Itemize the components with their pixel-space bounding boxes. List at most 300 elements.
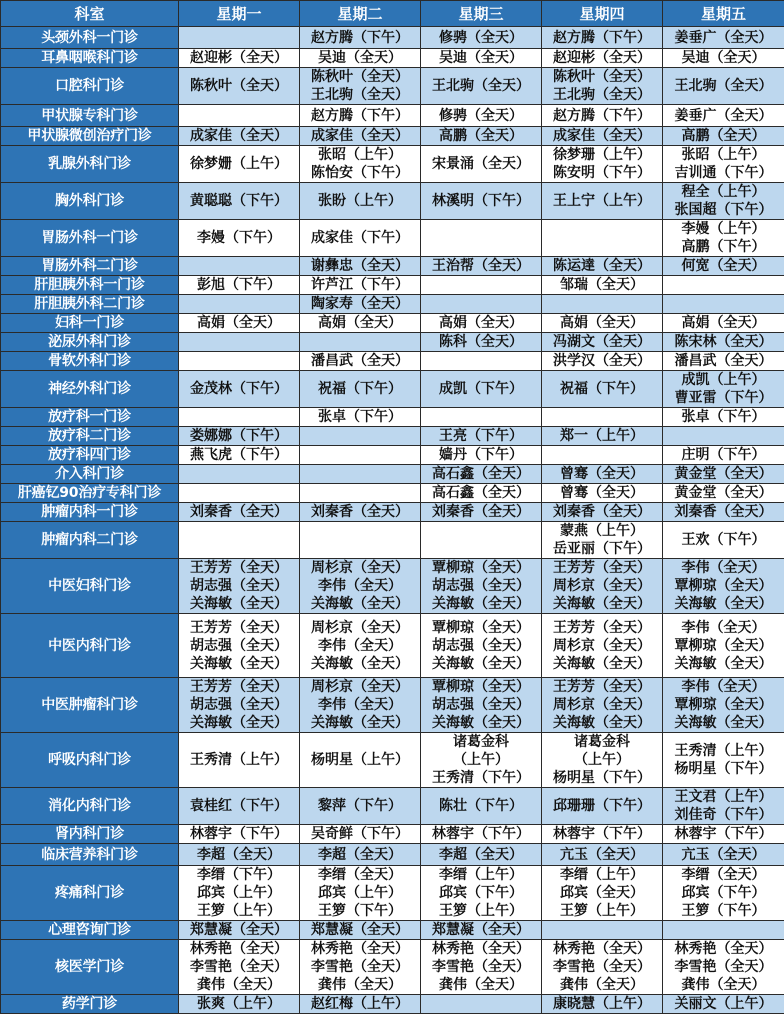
schedule-cell [421,276,542,295]
doctor-entry: 王箩（下午） [663,902,784,920]
doctor-entry: 陈科（全天） [421,333,541,351]
schedule-cell [179,825,300,844]
doctor-entry: 陈秋叶（全天） [542,68,662,86]
table-row [1,183,784,220]
schedule-cell [663,921,784,940]
doctor-entry: 许芦江（下午） [300,276,420,294]
schedule-cell [663,183,784,220]
doctor-entry: 林秀艳（全天） [542,940,662,958]
doctor-entry: 关海敏（全天） [300,595,420,613]
table-row [1,825,784,844]
doctor-entry: 谢彝忠（全天） [300,257,420,275]
doctor-entry: 程全（上午） [663,183,784,201]
doctor-entry: 潘昌武（全天） [300,352,420,370]
schedule-cell [300,276,421,295]
doctor-entry: 郑慧凝（全天） [179,921,299,939]
schedule-cell [300,844,421,866]
schedule-cell [663,940,784,995]
header-tuesday: 星期二 [300,1,421,27]
doctor-entry: 曾骞（全天） [542,465,662,483]
schedule-cell [421,484,542,503]
schedule-cell [663,522,784,559]
schedule-cell [179,503,300,522]
schedule-cell [542,503,663,522]
doctor-entry: 刘秦香（全天） [421,503,541,521]
schedule-cell [179,844,300,866]
table-row [1,276,784,295]
schedule-cell [663,866,784,921]
header-friday: 星期五 [663,1,784,27]
department-name: 头颈外科一门诊 [1,27,179,49]
schedule-cell [542,27,663,49]
doctor-entry: 覃柳琼（全天） [663,637,784,655]
department-name: 甲状腺微创治疗门诊 [1,127,179,146]
doctor-entry: 关海敏（全天） [542,655,662,673]
doctor-entry: 覃柳琼（全天） [663,577,784,595]
doctor-entry: 黄金堂（全天） [663,465,784,483]
doctor-entry: 邱珊珊（下午） [542,797,662,815]
doctor-entry: 曹亚雷（下午） [663,389,784,407]
schedule-cell [542,484,663,503]
schedule-cell [300,614,421,678]
department-name: 乳腺外科门诊 [1,146,179,183]
doctor-entry: 龚伟（全天） [542,976,662,994]
schedule-cell [421,614,542,678]
doctor-entry: 陈秋叶（全天） [179,77,299,95]
schedule-cell [542,995,663,1014]
schedule-cell [542,408,663,427]
schedule-cell [421,844,542,866]
schedule-cell [421,371,542,408]
doctor-entry: 冯湖文（全天） [542,333,662,351]
schedule-cell [421,825,542,844]
schedule-body [1,27,784,1014]
doctor-entry: 娄娜娜（下午） [179,427,299,445]
doctor-entry: 嫱丹（下午） [421,446,541,464]
schedule-cell [421,921,542,940]
schedule-cell [300,105,421,127]
department-name: 骨软外科门诊 [1,352,179,371]
schedule-cell [663,352,784,371]
doctor-entry: 赵方腾（下午） [542,107,662,125]
schedule-cell [542,146,663,183]
schedule-cell [663,503,784,522]
department-name: 肝胆胰外科二门诊 [1,295,179,314]
doctor-entry: 关海敏（全天） [179,714,299,732]
schedule-cell [179,49,300,68]
table-row [1,257,784,276]
doctor-entry: 覃柳琼（全天） [421,619,541,637]
department-name: 核医学门诊 [1,940,179,995]
doctor-entry: 王箩（下午） [300,902,420,920]
doctor-entry: 邱宾（全天） [542,884,662,902]
schedule-cell [179,295,300,314]
schedule-cell [179,371,300,408]
schedule-cell [542,522,663,559]
doctor-entry: 杨明星（下午） [663,760,784,778]
doctor-entry: 陈安明（下午） [542,164,662,182]
schedule-cell [300,465,421,484]
schedule-cell [421,314,542,333]
schedule-cell [663,27,784,49]
schedule-cell [663,408,784,427]
schedule-cell [663,146,784,183]
doctor-entry: 吉训通（下午） [663,164,784,182]
schedule-cell [179,105,300,127]
schedule-cell [663,295,784,314]
schedule-cell [421,427,542,446]
schedule-cell [300,27,421,49]
doctor-entry: 王文君（上午） [663,788,784,806]
schedule-cell [421,866,542,921]
doctor-entry: 王秀清（上午） [179,751,299,769]
schedule-cell [421,559,542,614]
doctor-entry: 徐梦姗（上午） [179,155,299,173]
schedule-cell [179,921,300,940]
table-row [1,788,784,825]
doctor-entry: 诸葛金科 [542,733,662,751]
department-name: 疼痛科门诊 [1,866,179,921]
schedule-cell [179,257,300,276]
doctor-entry: 邱宾（下午） [663,884,784,902]
schedule-cell [542,866,663,921]
schedule-cell [300,484,421,503]
doctor-entry: 成家佳（下午） [300,229,420,247]
doctor-entry: 徐梦珊（上午） [542,146,662,164]
department-name: 肝癌钇90治疗专科门诊 [1,484,179,503]
table-row [1,559,784,614]
doctor-entry: 王秀清（下午） [421,769,541,787]
schedule-cell [179,146,300,183]
doctor-entry: 彭旭（下午） [179,276,299,294]
schedule-cell [542,559,663,614]
doctor-entry: 高石鑫（全天） [421,484,541,502]
doctor-entry: 张国超（下午） [663,201,784,219]
header-thursday: 星期四 [542,1,663,27]
schedule-cell [300,333,421,352]
doctor-entry: 张卓（下午） [663,408,784,426]
schedule-cell [663,257,784,276]
table-row [1,352,784,371]
schedule-cell [179,183,300,220]
schedule-cell [179,276,300,295]
department-name: 放疗科二门诊 [1,427,179,446]
schedule-cell [663,484,784,503]
schedule-cell [663,614,784,678]
doctor-entry: 曾骞（全天） [542,484,662,502]
department-name: 肝胆胰外科一门诊 [1,276,179,295]
department-name: 肿瘤内科二门诊 [1,522,179,559]
schedule-cell [300,408,421,427]
doctor-entry: 黄聪聪（下午） [179,192,299,210]
doctor-entry: 李缙（全天） [300,866,420,884]
department-name: 泌尿外科门诊 [1,333,179,352]
doctor-entry: 王芳芳（全天） [179,619,299,637]
doctor-entry: 关海敏（全天） [300,714,420,732]
doctor-entry: 周杉京（全天） [300,559,420,577]
table-row [1,295,784,314]
schedule-cell [421,352,542,371]
doctor-entry: 王芳芳（全天） [179,678,299,696]
department-name: 妇科一门诊 [1,314,179,333]
schedule-cell [663,333,784,352]
doctor-entry: 赵方腾（下午） [300,107,420,125]
schedule-cell [663,844,784,866]
doctor-entry: （上午） [421,751,541,769]
table-row [1,733,784,788]
doctor-entry: 亢玉（全天） [663,846,784,864]
doctor-entry: 王芳芳（全天） [179,559,299,577]
schedule-cell [542,127,663,146]
doctor-entry: 成家佳（全天） [542,127,662,145]
doctor-entry: 林秀艳（全天） [179,940,299,958]
doctor-entry: 李雪艳（全天） [421,958,541,976]
doctor-entry: 高鹏（全天） [421,127,541,145]
table-row [1,333,784,352]
doctor-entry: 姜垂广（全天） [663,107,784,125]
schedule-cell [179,352,300,371]
doctor-entry: 李雪艳（全天） [300,958,420,976]
schedule-cell [300,49,421,68]
table-row [1,940,784,995]
doctor-entry: 李嫚（上午） [663,220,784,238]
schedule-cell [179,733,300,788]
doctor-entry: 关海敏（全天） [663,655,784,673]
doctor-entry: 张卓（下午） [300,408,420,426]
schedule-cell [542,333,663,352]
schedule-cell [542,940,663,995]
department-name: 胃肠外科二门诊 [1,257,179,276]
doctor-entry: 王北驹（全天） [300,86,420,104]
doctor-entry: 高娟（全天） [300,314,420,332]
schedule-cell [663,220,784,257]
doctor-entry: 林蓉宇（下午） [179,825,299,843]
schedule-cell [179,333,300,352]
schedule-cell [421,220,542,257]
schedule-cell [421,27,542,49]
doctor-entry: 林秀艳（全天） [421,940,541,958]
doctor-entry: 邱宾（上午） [300,884,420,902]
schedule-cell [300,183,421,220]
doctor-entry: 关海敏（全天） [421,655,541,673]
doctor-entry: 关海敏（全天） [421,714,541,732]
schedule-cell [179,68,300,105]
schedule-cell [421,49,542,68]
doctor-entry: 潘昌武（全天） [663,352,784,370]
doctor-entry: 吴奇鲜（下午） [300,825,420,843]
table-row [1,146,784,183]
department-name: 神经外科门诊 [1,371,179,408]
doctor-entry: 林秀艳（全天） [300,940,420,958]
doctor-entry: 李伟（全天） [663,619,784,637]
schedule-cell [179,995,300,1014]
doctor-entry: 赵迎彬（全天） [542,49,662,67]
doctor-entry: 亢玉（全天） [542,846,662,864]
schedule-cell [542,352,663,371]
department-name: 临床营养科门诊 [1,844,179,866]
doctor-entry: 李缙（上午） [542,866,662,884]
doctor-entry: 龚伟（全天） [663,976,784,994]
schedule-cell [421,678,542,733]
doctor-entry: 李缙（全天） [663,866,784,884]
doctor-entry: 赵方腾（下午） [542,29,662,47]
department-name: 消化内科门诊 [1,788,179,825]
table-row [1,314,784,333]
department-name: 肿瘤内科一门诊 [1,503,179,522]
doctor-entry: 林蓉宇（下午） [421,825,541,843]
doctor-entry: 黎萍（下午） [300,797,420,815]
doctor-entry: 王北驹（全天） [663,77,784,95]
doctor-entry: 刘秦香（全天） [300,503,420,521]
schedule-cell [421,522,542,559]
schedule-cell [421,295,542,314]
schedule-cell [300,127,421,146]
doctor-entry: 胡志强（全天） [179,577,299,595]
department-name: 肾内科门诊 [1,825,179,844]
doctor-entry: 陶家寿（全天） [300,295,420,313]
doctor-entry: 杨明星（下午） [542,769,662,787]
schedule-cell [542,678,663,733]
doctor-entry: 修骋（全天） [421,29,541,47]
doctor-entry: 成家佳（全天） [179,127,299,145]
department-name: 口腔科门诊 [1,68,179,105]
table-row [1,371,784,408]
schedule-cell [421,446,542,465]
schedule-cell [542,220,663,257]
schedule-cell [663,465,784,484]
schedule-cell [300,446,421,465]
doctor-entry: 李伟（全天） [300,577,420,595]
doctor-entry: 高娟（全天） [179,314,299,332]
schedule-cell [179,446,300,465]
schedule-cell [663,68,784,105]
schedule-cell [542,49,663,68]
schedule-cell [663,825,784,844]
schedule-cell [542,257,663,276]
table-row [1,427,784,446]
schedule-cell [663,49,784,68]
doctor-entry: 高娟（全天） [542,314,662,332]
doctor-entry: 张爽（上午） [179,995,299,1013]
schedule-cell [542,921,663,940]
schedule-cell [421,68,542,105]
doctor-entry: 祝福（下午） [542,380,662,398]
doctor-entry: 成凯（上午） [663,371,784,389]
doctor-entry: 李超（全天） [421,846,541,864]
doctor-entry: 王芳芳（全天） [542,619,662,637]
department-name: 中医内科门诊 [1,614,179,678]
doctor-entry: 关丽文（上午） [663,995,784,1013]
schedule-cell [663,559,784,614]
schedule-cell [542,295,663,314]
schedule-cell [179,408,300,427]
doctor-entry: 王治帮（全天） [421,257,541,275]
doctor-entry: 陈运達（全天） [542,257,662,275]
department-name: 中医妇科门诊 [1,559,179,614]
doctor-entry: 周杉京（全天） [300,678,420,696]
doctor-entry: 杨明星（上午） [300,751,420,769]
schedule-cell [179,220,300,257]
doctor-entry: 关海敏（全天） [300,655,420,673]
schedule-cell [179,465,300,484]
schedule-cell [179,522,300,559]
schedule-cell [179,559,300,614]
doctor-entry: 宋景涌（全天） [421,155,541,173]
doctor-entry: 成家佳（全天） [300,127,420,145]
schedule-cell [663,105,784,127]
schedule-cell [300,146,421,183]
schedule-cell [179,788,300,825]
doctor-entry: 林秀艳（全天） [663,940,784,958]
schedule-cell [663,788,784,825]
doctor-entry: 李雪艳（全天） [663,958,784,976]
doctor-entry: 赵迎彬（全天） [179,49,299,67]
schedule-cell [300,995,421,1014]
doctor-entry: 周杉京（全天） [542,696,662,714]
table-row [1,408,784,427]
doctor-entry: 关海敏（全天） [179,595,299,613]
schedule-cell [179,127,300,146]
schedule-cell [300,68,421,105]
department-name: 放疗科四门诊 [1,446,179,465]
table-row [1,503,784,522]
schedule-cell [542,446,663,465]
table-row [1,614,784,678]
doctor-entry: 李缙（下午） [179,866,299,884]
schedule-cell [421,408,542,427]
schedule-cell [421,465,542,484]
header-wednesday: 星期三 [421,1,542,27]
schedule-cell [300,559,421,614]
doctor-entry: 蒙燕（上午） [542,522,662,540]
doctor-entry: 周杉京（全天） [542,637,662,655]
schedule-cell [542,844,663,866]
doctor-entry: 李雪艳（全天） [542,958,662,976]
schedule-cell [300,825,421,844]
doctor-entry: 赵红梅（上午） [300,995,420,1013]
doctor-entry: 郑慧凝（全天） [421,921,541,939]
department-name: 甲状腺专科门诊 [1,105,179,127]
schedule-cell [421,503,542,522]
department-name: 胃肠外科一门诊 [1,220,179,257]
doctor-entry: 刘秦香（全天） [542,503,662,521]
department-name: 胸外科门诊 [1,183,179,220]
doctor-entry: 周杉京（全天） [542,577,662,595]
table-row [1,522,784,559]
doctor-entry: 高石鑫（全天） [421,465,541,483]
doctor-entry: 赵方腾（下午） [300,29,420,47]
table-row [1,49,784,68]
doctor-entry: 胡志强（全天） [179,696,299,714]
doctor-entry: 李雪艳（全天） [179,958,299,976]
doctor-entry: 庄明（下午） [663,446,784,464]
schedule-cell [300,788,421,825]
schedule-cell [300,220,421,257]
doctor-entry: 龚伟（全天） [421,976,541,994]
doctor-entry: 陈怡安（下午） [300,164,420,182]
doctor-entry: 郑慧凝（全天） [300,921,420,939]
schedule-cell [421,733,542,788]
doctor-entry: 覃柳琼（全天） [421,559,541,577]
doctor-entry: 龚伟（全天） [300,976,420,994]
doctor-entry: 覃柳琼（全天） [421,678,541,696]
doctor-entry: 关海敏（全天） [663,595,784,613]
doctor-entry: 林蓉宇（下午） [542,825,662,843]
doctor-entry: 王上宁（上午） [542,192,662,210]
schedule-cell [663,371,784,408]
doctor-entry: 王芳芳（全天） [542,678,662,696]
table-row [1,866,784,921]
